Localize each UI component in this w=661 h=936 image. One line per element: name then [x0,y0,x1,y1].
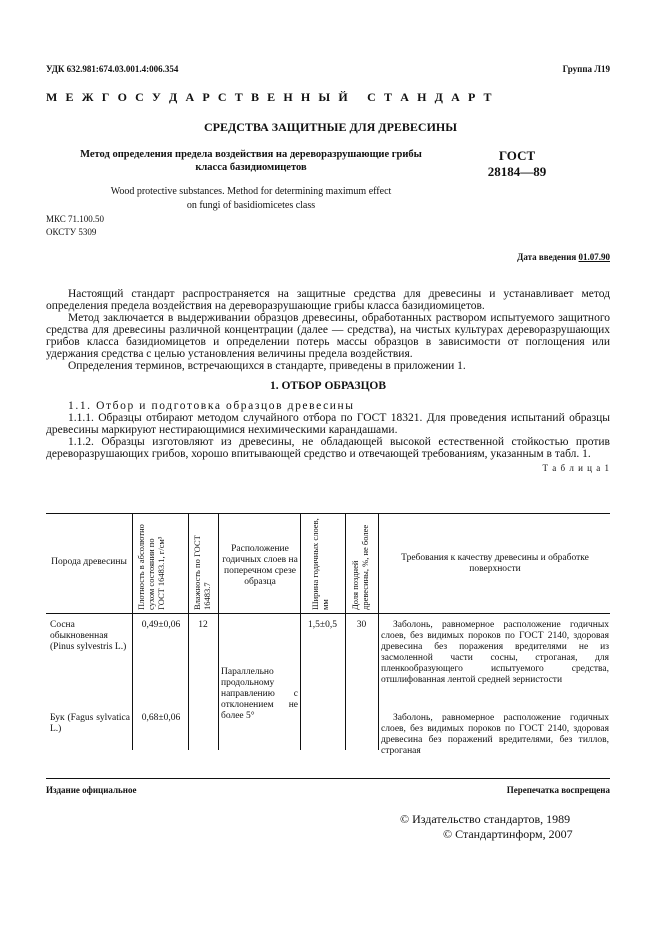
subtitle-line-1: Метод определения предела воздействия на дереворазрушающие грибы [80,149,422,160]
gost-code: 28184—89 [487,164,547,179]
paragraph-scope: Настоящий стандарт распространяется на защитные средства для древесины и устанавливает метод определения предела воздействия на дереворазрушающие грибы класса базидиомицетов. [46,288,610,312]
header-species: Порода древесины [51,557,127,567]
document-title: СРЕДСТВА ЗАЩИТНЫЕ ДЛЯ ДРЕВЕСИНЫ [203,120,458,134]
column-divider [300,513,301,750]
column-divider [378,513,379,750]
column-divider [218,513,219,750]
gost-number [482,148,552,180]
reprint-note: Перепечатка воспрещена [506,785,610,795]
paragraph-method: Метод заключается в выдерживании образцов древесины, обработанных раствором испытуемого защитного средства для древесины различной концентрации (далее — средства), на чистых культурах дереворазрушающих грибов класса базидиомицетов и определении потерь массы образцов в зависимости от поглощения или удержания средства с целью установления величины предела воздействия. [46,312,610,360]
section-heading: 1. ОТБОР ОБРАЗЦОВ [269,380,387,392]
table-header-rule [46,613,610,614]
row-pine-latewood: 30 [356,620,367,630]
row-pine-requirements: Заболонь, равномерное расположение годичных слоев, без видимых пороков по ГОСТ 2140, здоровая древесина без поражения вредителями не из засмоленной части сосны, строганая, для пленкообразующего испытуемого средства, отшлифованная лентой средней зернистости [381,620,609,685]
english-line-1: Wood protective substances. Method for determining maximum effect [110,186,392,197]
group-code: Группа Л19 [562,64,610,74]
copyright-2007: © Стандартинформ, 2007 [443,827,573,841]
header-requirements: Требования к качеству древесины и обработке поверхности [401,553,589,574]
subsection-heading: 1.1. Отбор и подготовка образцов древесины [68,400,355,412]
row-beech-requirements: Заболонь, равномерное расположение годичных слоев, без видимых пороков по ГОСТ 2140, здоровая древесина без поражений вредителями, без тиллов, строганая [381,713,609,756]
classifiers [46,213,104,239]
edition-note: Издание официальное [46,785,137,795]
mks-code: МКС 71.100.50 [46,214,105,224]
row-pine-species: Сосна обыкновенная (Pinus sylvestris L.) [50,620,127,652]
effective-date [517,252,610,262]
paragraph-terms: Определения терминов, встречающихся в стандарте, приведены в приложении 1. [68,360,466,372]
subtitle-line-2: класса базидиомицетов [195,162,307,173]
clause-1-1-1: 1.1.1. Образцы отбирают методом случайного отбора по ГОСТ 18321. Для проведения испытаний образцы древесины маркируют нестирающимися нехимическими карандашами. [46,412,610,436]
standard-type: М Е Ж Г О С У Д А Р С Т В Е Н Н Ы Й С Т А Н Д А Р Т [46,90,495,104]
date-label: Дата введения [517,252,577,262]
row-pine-moisture: 12 [198,620,208,630]
header-density: Плотность в абсолютно сухом состоянии по ГОСТ 16483.1, г/см³ [136,524,166,610]
table-caption: Т а б л и ц а 1 [542,463,610,473]
column-divider [345,513,346,750]
clause-1-1-2: 1.1.2. Образцы изготовляют из древесины, не обладающей высокой естественной стойкостью против дереворазрушающих грибов, хорошо впитывающей средство и отвечающей требованиям, указанным в табл. 1. [46,436,610,460]
column-divider [188,513,189,750]
header-layers: Расположение годичных слоев на поперечном срезе образца [222,544,298,587]
document-subtitle [46,148,456,174]
english-line-2: on fungi of basidiomicetes class [186,200,316,211]
layers-orientation: Параллельно продольному направлению с отклонением не более 5° [221,667,298,721]
oksty-code: ОКСТУ 5309 [46,227,97,237]
row-pine-ring-width: 1,5±0,5 [308,620,337,630]
header-moisture: Влажность по ГОСТ 16483.7 [192,535,212,610]
udk-code: УДК 632.981:674.03.001.4:006.354 [46,64,179,74]
body-text [46,288,610,474]
row-beech-density: 0,68±0,06 [141,713,181,723]
date-value: 01.07.90 [578,252,610,262]
row-beech-species: Бук (Fagus sylvatica L.) [50,713,130,734]
column-divider [132,513,133,750]
gost-label: ГОСТ [498,148,536,163]
header-latewood: Доля поздней древесины, %, не более [350,524,370,610]
copyright-1989: © Издательство стандартов, 1989 [400,812,571,826]
footer-rule [46,778,610,779]
header-ring-width: Ширина годичных слоев, мм [310,518,330,610]
table-top-rule [46,513,610,514]
english-title [46,185,456,213]
row-pine-density: 0,49±0,06 [141,620,181,630]
